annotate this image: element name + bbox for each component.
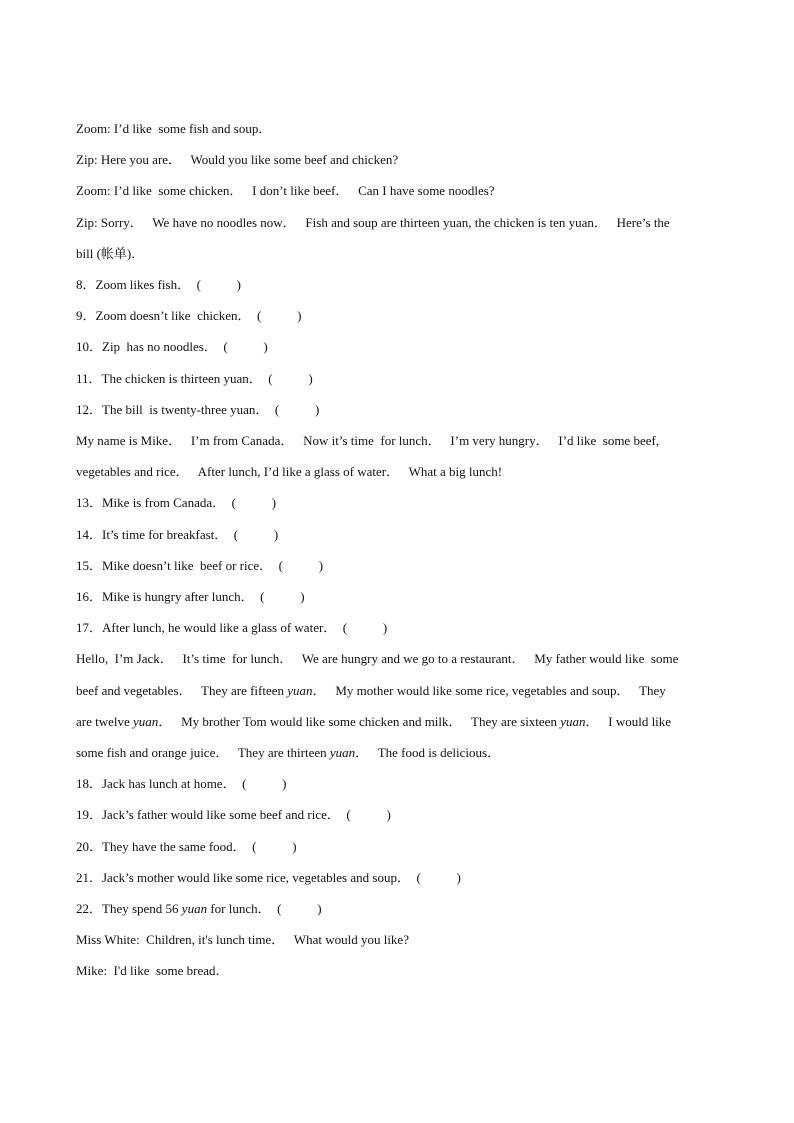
question-item [76,838,716,856]
italic-word: yuan [287,683,313,698]
passage-line [76,463,716,481]
italic-word: yuan [133,714,159,729]
text-segment: 12．The bill is twenty-three yuan． ( ) [76,402,320,417]
question-item [76,557,716,575]
question-item [76,526,716,544]
text-segment: Zoom: I’d like some chicken． I don’t like beef． Can I have some noodles? [76,183,495,198]
passage-line [76,713,716,731]
text-segment: for lunch． ( ) [207,901,322,916]
dialogue-line [76,182,716,200]
text-segment: are twelve [76,714,134,729]
text-segment: 14．It’s time for breakfast． ( ) [76,527,279,542]
passage-line [76,744,716,762]
text-segment: ． My brother Tom would like some chicken and milk． They are sixteen [158,714,561,729]
text-segment: beef and vegetables． They are fifteen [76,683,288,698]
text-segment: some fish and orange juice． They are thirteen [76,745,330,760]
text-segment: Zoom: I’d like some fish and soup． [76,121,272,136]
question-item [76,806,716,824]
text-segment: 19．Jack’s father would like some beef and rice． ( ) [76,807,391,822]
question-item [76,307,716,325]
question-item [76,494,716,512]
text-segment: 15．Mike doesn’t like beef or rice． ( ) [76,558,324,573]
text-segment: 13．Mike is from Canada． ( ) [76,495,277,510]
italic-word: yuan [329,745,356,760]
text-segment: 8．Zoom likes fish． ( ) [76,277,242,292]
italic-word: yuan [560,714,586,729]
passage-line [76,432,716,450]
question-item [76,370,716,388]
text-segment: ． My mother would like some rice, vegetables and soup． They [312,683,666,698]
text-segment: 16．Mike is hungry after lunch． ( ) [76,589,305,604]
text-segment: 10．Zip has no noodles． ( ) [76,339,268,354]
text-segment: 18．Jack has lunch at home． ( ) [76,776,287,791]
text-segment: Hello, I’m Jack． It’s time for lunch． We are hungry and we go to a restaurant． My father would like some [76,651,679,666]
dialogue-line [76,151,716,169]
text-segment: 22．They spend 56 [76,901,182,916]
dialogue-line [76,120,716,138]
dialogue-line [76,931,716,949]
text-segment: 17．After lunch, he would like a glass of water． ( ) [76,620,388,635]
text-segment: Miss White: Children, it's lunch time． What would you like? [76,932,409,947]
text-segment: 21．Jack’s mother would like some rice, vegetables and soup． ( ) [76,870,461,885]
text-segment: 9．Zoom doesn’t like chicken． ( ) [76,308,302,323]
text-segment: 11．The chicken is thirteen yuan． ( ) [76,371,313,386]
text-segment: vegetables and rice． After lunch, I’d like a glass of water． What a big lunch! [76,464,503,479]
dialogue-line [76,245,716,263]
text-segment: ． I would like [585,714,672,729]
question-item [76,338,716,356]
question-item [76,276,716,294]
text-segment: Zip: Sorry． We have no noodles now． Fish and soup are thirteen yuan, the chicken is ten yuan． Here’s the [76,215,670,230]
passage-line [76,650,716,668]
text-segment: ． The food is delicious． [355,745,501,760]
text-segment: Zip: Here you are． Would you like some beef and chicken? [76,152,399,167]
text-segment: My name is Mike． I’m from Canada． Now it’s time for lunch． I’m very hungry． I’d like some beef, [76,433,660,448]
dialogue-line [76,962,716,980]
passage-line [76,682,716,700]
dialogue-line [76,214,716,232]
question-item [76,900,716,918]
text-segment: 20．They have the same food． ( ) [76,839,297,854]
text-segment: bill (帐单)． [76,246,145,261]
italic-word: yuan [181,901,208,916]
question-item [76,588,716,606]
question-item [76,869,716,887]
question-item [76,775,716,793]
question-item [76,619,716,637]
question-item [76,401,716,419]
text-segment: Mike: I'd like some bread． [76,963,229,978]
